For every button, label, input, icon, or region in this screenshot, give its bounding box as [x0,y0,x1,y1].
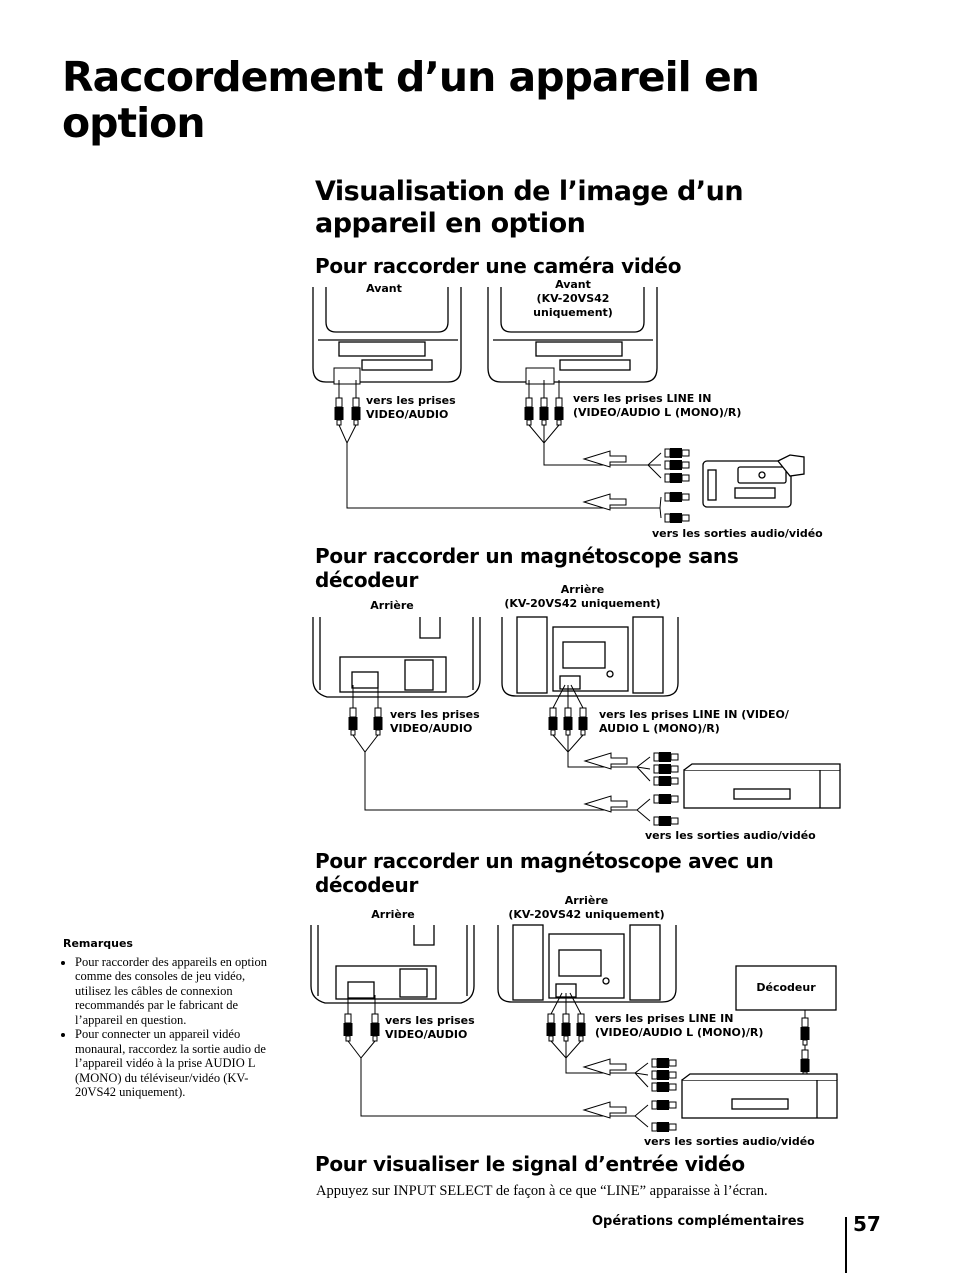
label-outputs: vers les sorties audio/vidéo [645,829,816,842]
footer-section-name: Opérations complémentaires [592,1214,805,1229]
section-title: Visualisation de l’image d’un appareil en option [315,176,744,239]
notes [63,937,273,1100]
camcorder-icon [703,455,804,507]
label-jacks-right: vers les prises LINE IN (VIDEO/AUDIO L (MONO)/R) [595,1012,764,1039]
label-rear-right: Arrière (KV-20VS42 uniquement) [504,583,661,610]
tv-rear-icon [498,925,676,1002]
plug-icon [654,752,678,826]
vcr-icon [682,1074,837,1118]
heading-vcr-decoder: Pour raccorder un magnétoscope avec un décodeur [315,849,774,897]
signal-arrow-icon [584,451,626,510]
label-jacks-left: vers les prises VIDEO/AUDIO [385,1014,475,1041]
label-outputs: vers les sorties audio/vidéo [652,527,823,540]
page-title: Raccordement d’un appareil en option [62,53,759,147]
signal-arrow-icon [585,753,627,812]
vcr-icon [684,764,840,808]
label-rear-left: Arrière [370,599,414,612]
label-jacks-right: vers les prises LINE IN (VIDEO/AUDIO L (MONO)/R) [573,392,742,419]
heading-vcr-no-decoder: Pour raccorder un magnétoscope sans décodeur [315,544,739,592]
label-front-left: Avant [366,282,402,295]
label-jacks-right: vers les prises LINE IN (VIDEO/ AUDIO L (MONO)/R) [599,708,789,735]
plug-icon [665,448,689,523]
note-item: • Pour connecter un appareil vidéo monaural, raccordez la sortie audio de l’appareil vidéo à la prise AUDIO L (MONO) du téléviseur/vidéo (KV-20VS42 uniquement). [75,1027,273,1100]
label-jacks-left: vers les prises VIDEO/AUDIO [390,708,480,735]
tv-rear-icon [313,617,480,697]
footer-divider [845,1217,847,1273]
label-outputs: vers les sorties audio/vidéo [644,1135,815,1148]
label-rear-left: Arrière [371,908,415,921]
heading-video-input: Pour visualiser le signal d’entrée vidéo [315,1152,745,1176]
heading-camcorder: Pour raccorder une caméra vidéo [315,254,682,278]
label-rear-right: Arrière (KV-20VS42 uniquement) [508,894,665,921]
label-jacks-left: vers les prises VIDEO/AUDIO [366,394,456,421]
note-item: • Pour raccorder des appareils en option comme des consoles de jeu vidéo, utilisez les câbles de connexion recommandés par le fabricant de l’appareil en question. [75,955,273,1028]
label-front-right: Avant (KV-20VS42 uniquement) [533,278,613,319]
notes-heading: Remarques [63,937,133,950]
signal-arrow-icon [584,1059,626,1118]
instruction-text: Appuyez sur INPUT SELECT de façon à ce que “LINE” apparaisse à l’écran. [316,1183,768,1199]
plug-icon [652,1058,676,1132]
tv-rear-icon [502,617,678,696]
label-decoder: Décodeur [756,981,816,994]
tv-rear-icon [311,925,474,1003]
page-number: 57 [853,1212,881,1236]
